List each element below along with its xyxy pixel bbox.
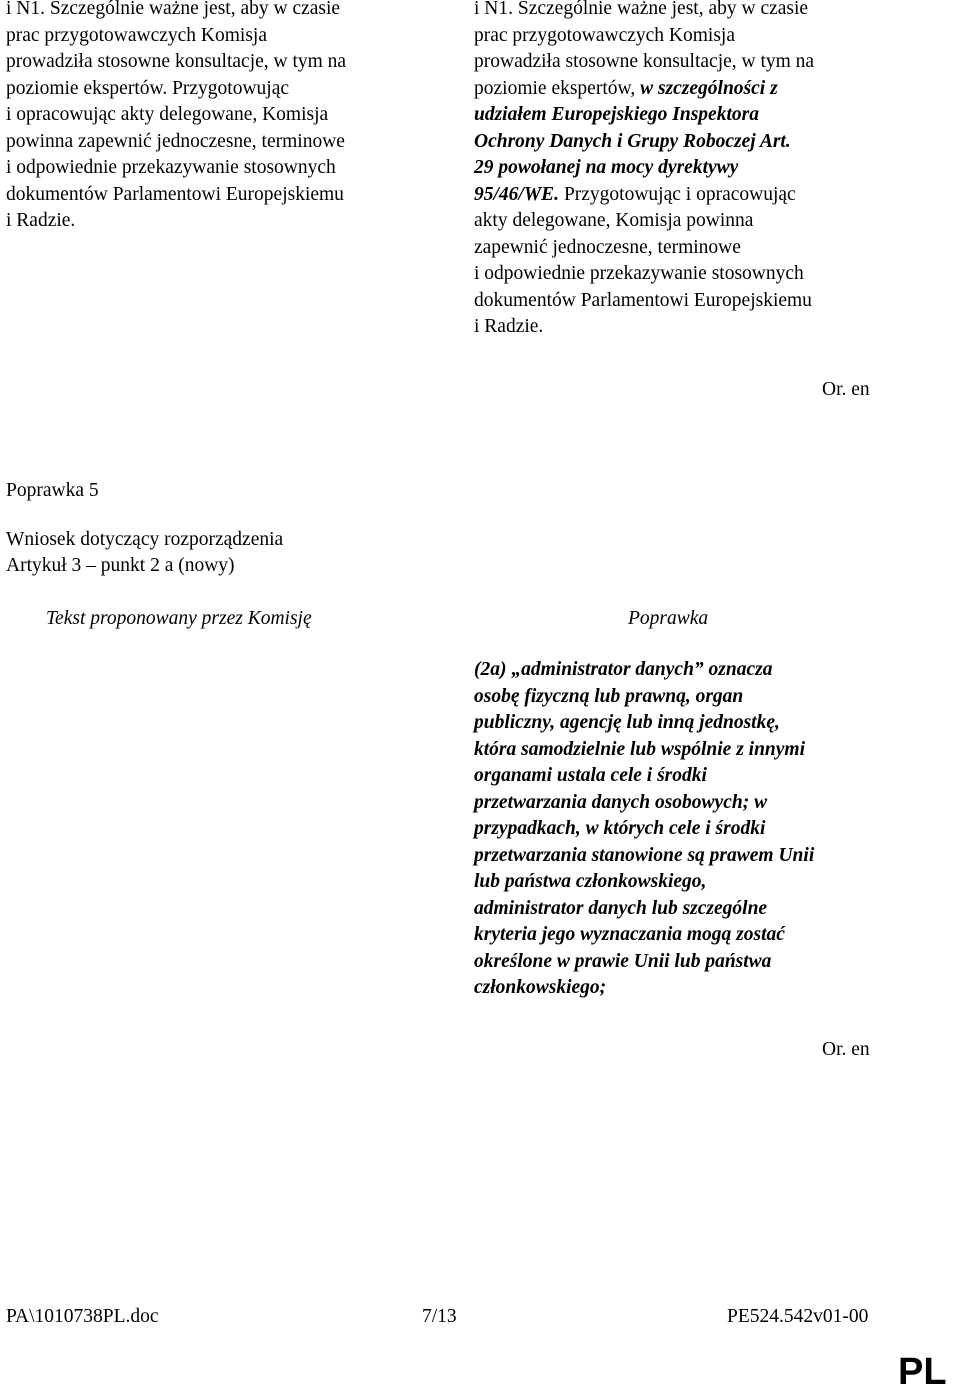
amended-text-line: 29 powołanej na mocy dyrektywy	[474, 157, 739, 178]
amendment-text-line: lub państwa członkowskiego,	[474, 871, 707, 892]
amended-text: 95/46/WE.	[474, 183, 560, 205]
text-line: i Radzie.	[6, 210, 76, 231]
text-line: prac przygotowawczych Komisja	[474, 24, 735, 46]
amendment-text-line: kryteria jego wyznaczania mogą zostać	[474, 924, 785, 945]
proposal-reference: Wniosek dotyczący rozporządzenia	[6, 529, 284, 550]
amendment-text-line: która samodzielnie lub wspólnie z innymi	[474, 738, 806, 760]
amendment-text-line: administrator danych lub szczególne	[474, 897, 768, 919]
amendment-text-line: organami ustala cele i środki	[474, 765, 707, 786]
text-line	[474, 76, 814, 103]
amended-text-line: Ochrony Danych i Grupy Roboczej Art.	[474, 130, 791, 152]
amendment-text-line: przypadkach, w których cele i środki	[474, 818, 766, 839]
plain-text: poziomie ekspertów,	[474, 77, 636, 99]
text-line: prac przygotowawczych Komisja	[6, 24, 267, 46]
page-number: 7/13	[422, 1306, 457, 1327]
text-line: dokumentów Parlamentowi Europejskiemu	[474, 289, 812, 311]
amendment-text-line: przetwarzania stanowione są prawem Unii	[474, 844, 815, 866]
pe-reference: PE524.542v01-00	[727, 1306, 869, 1327]
amendment-text-line: określone w prawie Unii lub państwa	[474, 950, 772, 972]
text-line: i Radzie.	[474, 316, 544, 337]
article-reference: Artykuł 3 – punkt 2 a (nowy)	[6, 555, 235, 576]
text-line: poziomie ekspertów. Przygotowując	[6, 77, 290, 99]
amendment-text-line: członkowskiego;	[474, 977, 607, 998]
top-left-text	[6, 0, 346, 235]
document-reference: PA\1010738PL.doc	[6, 1306, 159, 1327]
amended-text-line: udziałem Europejskiego Inspektora	[474, 104, 759, 125]
amendment-text	[474, 657, 814, 1002]
text-line: powinna zapewnić jednoczesne, terminowe	[6, 130, 345, 152]
amended-text: w szczególności z	[635, 77, 778, 99]
amendment-text-line: (2a) „administrator danych” oznacza	[474, 659, 773, 680]
original-language-2: Or. en	[822, 1039, 870, 1060]
text-line: prowadziła stosowne konsultacje, w tym na	[474, 51, 815, 72]
language-mark: PL	[898, 1351, 947, 1393]
original-language-1: Or. en	[822, 379, 870, 400]
text-line: dokumentów Parlamentowi Europejskiemu	[6, 183, 344, 205]
amendment-text-line: przetwarzania danych osobowych; w	[474, 791, 768, 813]
text-line: zapewnić jednoczesne, terminowe	[474, 236, 741, 258]
amendment-text-line: osobę fizyczną lub prawną, organ	[474, 685, 744, 707]
plain-text: Przygotowując i opracowując	[559, 183, 796, 205]
text-line: i opracowując akty delegowane, Komisja	[6, 104, 329, 125]
text-line: i N1. Szczególnie ważne jest, aby w czasie	[474, 0, 809, 19]
text-line: akty delegowane, Komisja powinna	[474, 210, 754, 231]
amendment-text-line: publiczny, agencję lub inną jednostkę,	[474, 712, 780, 733]
column-header-commission: Tekst proponowany przez Komisję	[46, 608, 312, 629]
text-line: i odpowiednie przekazywanie stosownych	[474, 263, 804, 284]
text-line: i N1. Szczególnie ważne jest, aby w czasie	[6, 0, 341, 19]
top-right-text	[474, 0, 814, 341]
text-line	[474, 182, 814, 209]
column-header-amendment: Poprawka	[628, 608, 709, 629]
text-line: prowadziła stosowne konsultacje, w tym na	[6, 51, 347, 72]
text-line: i odpowiednie przekazywanie stosownych	[6, 157, 336, 178]
amendment-title: Poprawka 5	[6, 480, 99, 501]
